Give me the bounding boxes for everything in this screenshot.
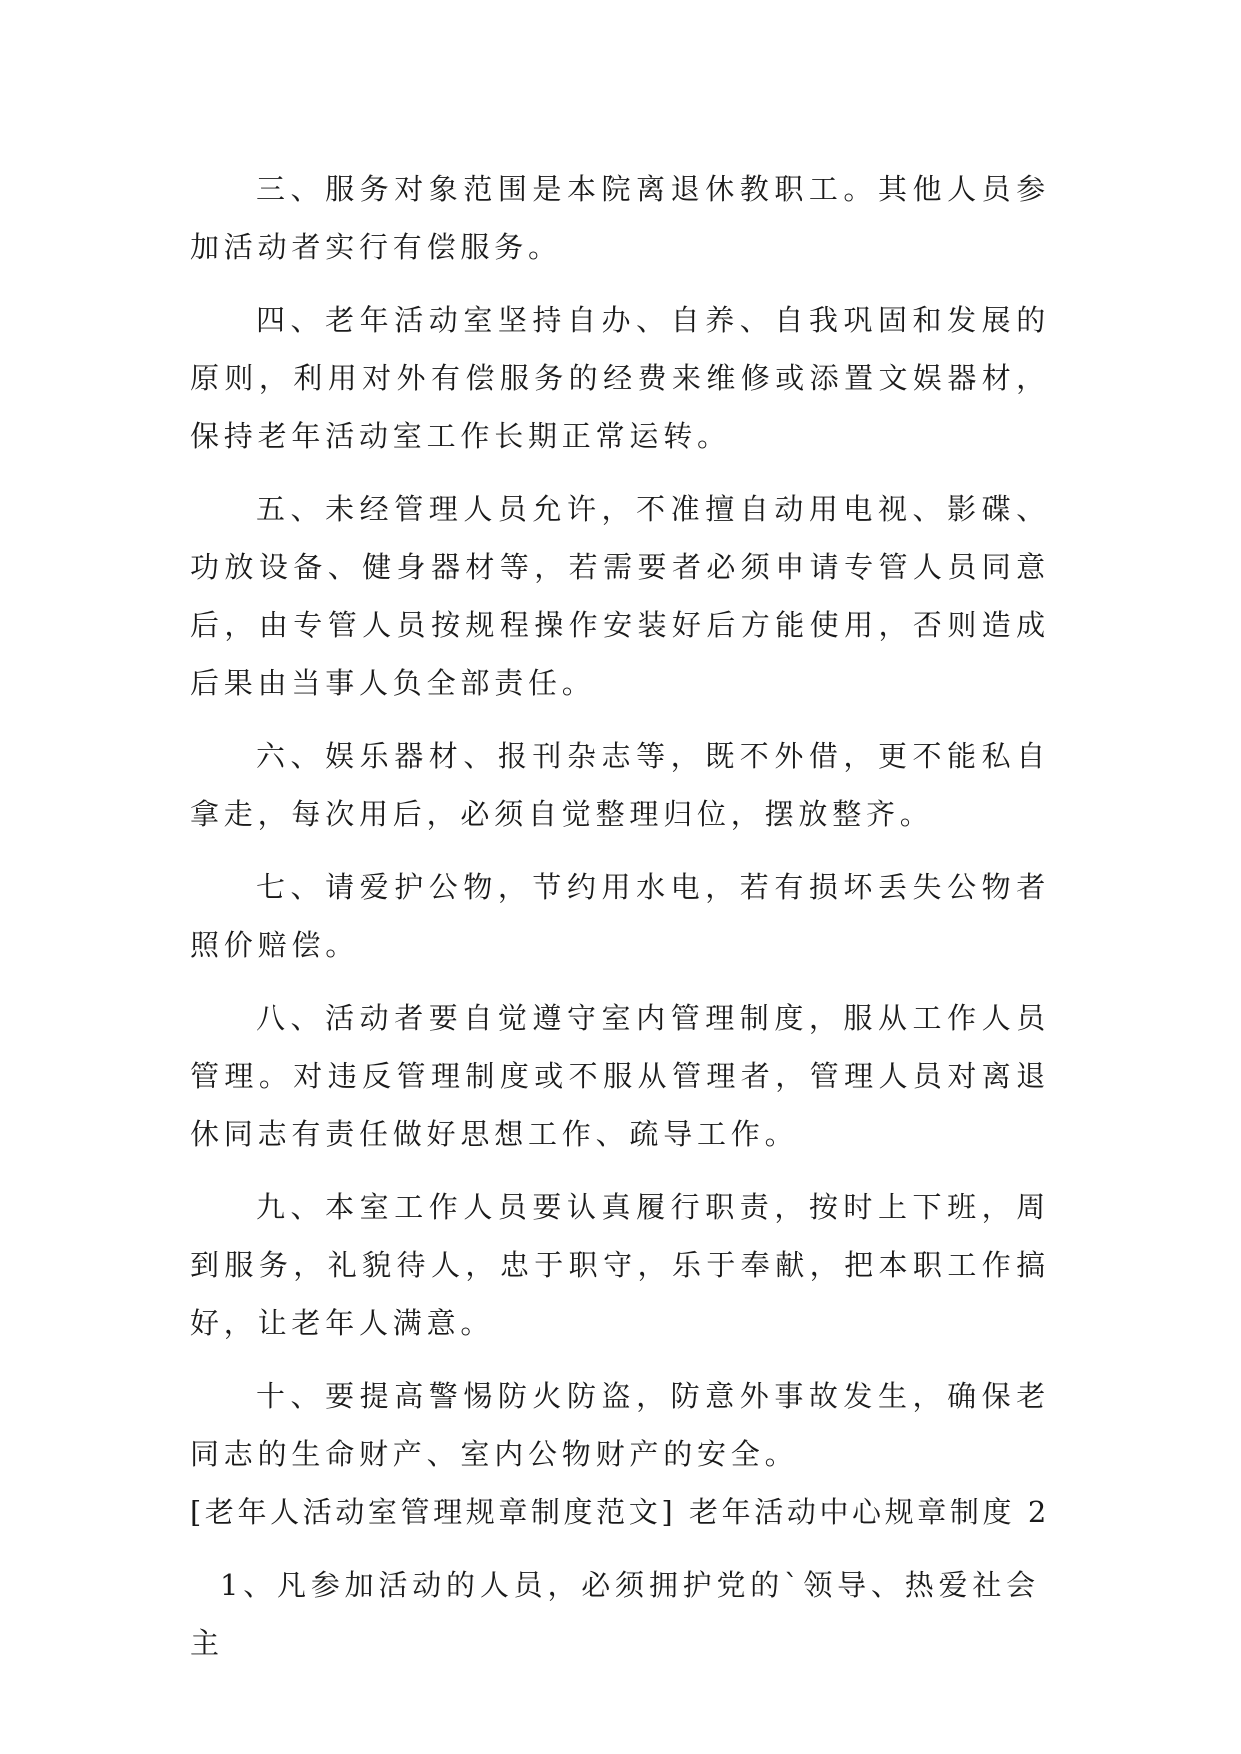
list-item-1: 1、凡参加活动的人员，必须拥护党的`领导、热爱社会主	[190, 1568, 1040, 1660]
paragraph-5: 五、未经管理人员允许，不准擅自动用电视、影碟、功放设备、健身器材等，若需要者必须申请专管人员同意后，由专管人员按规程操作安装好后方能使用，否则造成后果由当事人负全部责任。	[190, 492, 1050, 700]
paragraph-4: 四、老年活动室坚持自办、自养、自我巩固和发展的原则，利用对外有偿服务的经费来维修或添置文娱器材，保持老年活动室工作长期正常运转。	[190, 303, 1050, 453]
paragraph-8: 八、活动者要自觉遵守室内管理制度，服从工作人员管理。对违反管理制度或不服从管理者，管理人员对离退休同志有责任做好思想工作、疏导工作。	[190, 1001, 1050, 1151]
section-heading: [老年人活动室管理规章制度范文] 老年活动中心规章制度 2	[190, 1495, 1050, 1529]
paragraph-9: 九、本室工作人员要认真履行职责，按时上下班，周到服务，礼貌待人，忠于职守，乐于奉献，把本职工作搞好，让老年人满意。	[190, 1190, 1050, 1340]
document-body	[190, 160, 1050, 1672]
paragraph-10: 十、要提高警惕防火防盗，防意外事故发生，确保老同志的生命财产、室内公物财产的安全。	[190, 1379, 1050, 1471]
paragraph-6: 六、娱乐器材、报刊杂志等，既不外借，更不能私自拿走，每次用后，必须自觉整理归位，摆放整齐。	[190, 739, 1050, 831]
paragraph-3: 三、服务对象范围是本院离退休教职工。其他人员参加活动者实行有偿服务。	[190, 172, 1050, 264]
paragraph-7: 七、请爱护公物，节约用水电，若有损坏丢失公物者照价赔偿。	[190, 870, 1050, 962]
